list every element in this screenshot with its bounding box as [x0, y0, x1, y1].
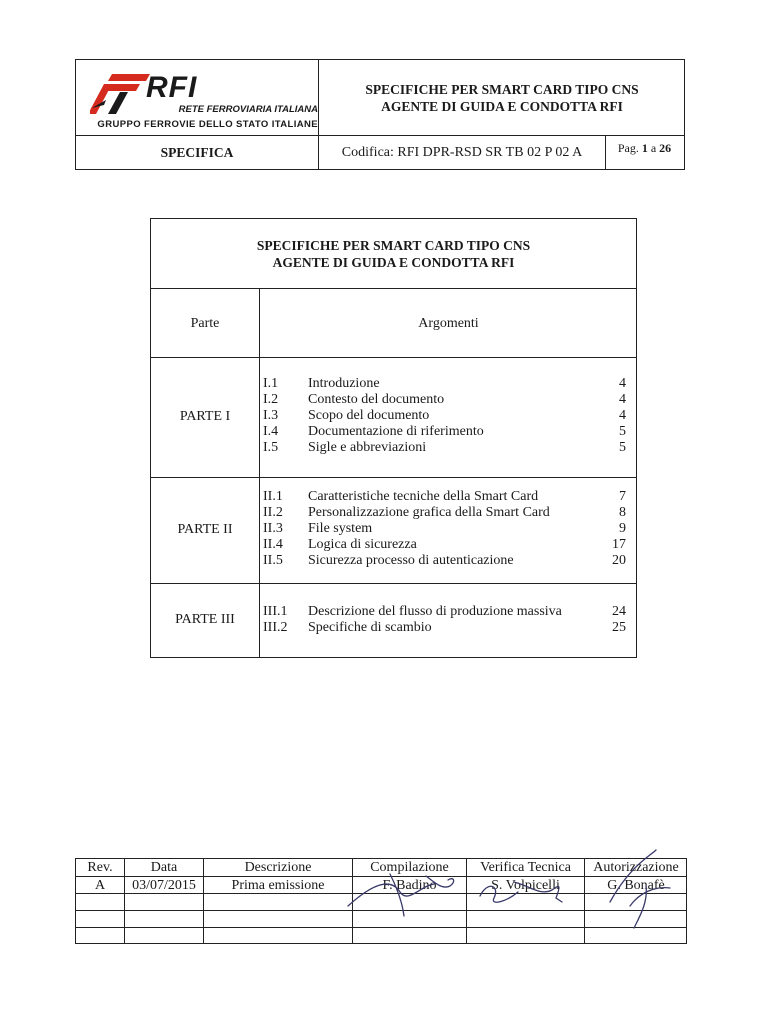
toc-number: II.4	[263, 537, 283, 552]
toc-title: Scopo del documento	[308, 408, 430, 423]
toc-number: I.3	[263, 408, 279, 423]
toc-page: 5	[619, 440, 626, 455]
verifier-name: S. Volpicelli	[491, 878, 560, 893]
index-title-line2: AGENTE DI GUIDA E CONDOTTA RFI	[272, 254, 515, 270]
document-code: Codifica: RFI DPR-RSD SR TB 02 P 02 A	[341, 145, 583, 160]
toc-number: II.2	[263, 505, 283, 520]
header-title	[319, 60, 685, 135]
rev-value: A	[94, 878, 106, 893]
page-total: 26	[659, 141, 672, 155]
toc-item	[263, 408, 626, 424]
description-header: Descrizione	[244, 860, 312, 875]
revision-table	[75, 858, 687, 944]
toc-page: 5	[619, 424, 626, 439]
toc-item	[263, 376, 626, 392]
index-table	[150, 218, 637, 658]
page-sep: a	[650, 141, 657, 155]
toc-number: I.5	[263, 440, 279, 455]
col-header-topics: Argomenti	[418, 316, 479, 331]
toc-page: 20	[612, 553, 626, 568]
header-title-line1: SPECIFICHE PER SMART CARD TIPO CNS	[365, 81, 639, 97]
page-indicator	[606, 136, 686, 170]
logo-brand: RFI	[146, 71, 198, 104]
authorizer-name: G. Bonafè	[607, 878, 665, 893]
index-title-line1: SPECIFICHE PER SMART CARD TIPO CNS	[256, 237, 531, 253]
authorization-header: Autorizzazione	[593, 860, 679, 875]
toc-page: 24	[612, 604, 626, 619]
toc-page: 9	[619, 521, 626, 536]
toc-title: Sicurezza processo di autenticazione	[308, 553, 514, 568]
date-value: 03/07/2015	[132, 878, 196, 893]
toc-title: Specifiche di scambio	[308, 620, 432, 635]
page-prefix: Pag.	[617, 141, 639, 155]
toc-number: II.5	[263, 553, 283, 568]
toc-number: I.2	[263, 392, 279, 407]
toc-item	[263, 620, 626, 636]
part-label: PARTE I	[179, 409, 231, 424]
header-title-line2: AGENTE DI GUIDA E CONDOTTA RFI	[381, 98, 623, 114]
toc-number: II.1	[263, 489, 283, 504]
logo-company: RETE FERROVIARIA ITALIANA	[178, 104, 318, 115]
toc-number: III.1	[263, 604, 288, 619]
part-label: PARTE III	[175, 612, 235, 627]
compilation-header: Compilazione	[370, 860, 449, 875]
toc-title: Descrizione del flusso di produzione massiva	[308, 604, 562, 619]
toc-number: I.4	[263, 424, 279, 439]
toc-item	[263, 521, 626, 537]
page-current: 1	[641, 141, 648, 155]
document-type: SPECIFICA	[160, 145, 234, 160]
part-label: PARTE II	[177, 522, 233, 537]
rfi-logo	[86, 68, 318, 132]
toc-page: 8	[619, 505, 626, 520]
toc-number: II.3	[263, 521, 283, 536]
verification-header: Verifica Tecnica	[480, 860, 571, 875]
toc-title: Sigle e abbreviazioni	[308, 440, 427, 455]
toc-title: Logica di sicurezza	[308, 537, 417, 552]
toc-page: 17	[612, 537, 626, 552]
compiler-name: F. Badino	[382, 878, 437, 893]
toc-item	[263, 392, 626, 408]
toc-page: 4	[619, 392, 626, 407]
index-title	[151, 219, 636, 288]
rev-header: Rev.	[87, 860, 113, 875]
toc-item	[263, 424, 626, 440]
toc-number: III.2	[263, 620, 288, 635]
toc-title: Caratteristiche tecniche della Smart Card	[308, 489, 539, 504]
toc-item	[263, 604, 626, 620]
toc-item	[263, 553, 626, 569]
toc-item	[263, 505, 626, 521]
toc-title: Contesto del documento	[308, 392, 445, 407]
toc-page: 7	[619, 489, 626, 504]
description-value: Prima emissione	[231, 878, 325, 893]
document-header	[75, 59, 685, 170]
toc-page: 4	[619, 408, 626, 423]
logo-group: GRUPPO FERROVIE DELLO STATO ITALIANE	[97, 119, 318, 130]
col-header-part: Parte	[190, 316, 220, 331]
toc-title: File system	[308, 521, 373, 536]
toc-page: 25	[612, 620, 626, 635]
toc-title: Introduzione	[308, 376, 380, 391]
toc-item	[263, 537, 626, 553]
toc-title: Documentazione di riferimento	[308, 424, 484, 439]
toc-item	[263, 489, 626, 505]
toc-title: Personalizzazione grafica della Smart Card	[308, 505, 550, 520]
toc-page: 4	[619, 376, 626, 391]
toc-item	[263, 440, 626, 456]
toc-number: I.1	[263, 376, 279, 391]
date-header: Data	[150, 860, 178, 875]
